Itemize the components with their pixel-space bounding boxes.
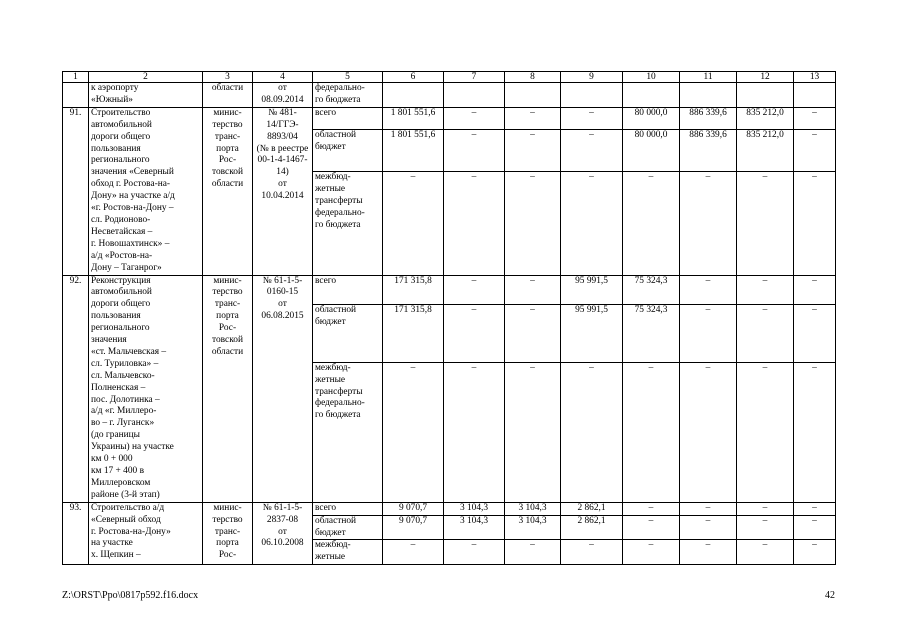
approval-document: № 61-1-5- 2837-08 от 06.10.2008 [253,502,313,565]
funding-source: всего [313,275,383,305]
funding-source: всего [313,107,383,129]
value-cell: – [444,172,505,275]
value-cell: 171 315,8 [383,275,444,305]
value-cell: – [794,129,836,171]
column-header: 8 [505,72,561,83]
funding-source: межбюд- жетные [313,540,383,565]
value-cell: 1 801 551,6 [383,129,444,171]
column-header: 2 [89,72,203,83]
funding-source: областной бюджет [313,515,383,540]
project-number: 92. [63,275,89,502]
value-cell: – [794,275,836,305]
value-cell: – [623,502,680,515]
column-header: 3 [203,72,253,83]
column-header: 13 [794,72,836,83]
responsible-body: минис- терство транс- порта Рос- [203,502,253,565]
column-header: 9 [561,72,623,83]
responsible-body: минис- терство транс- порта Рос- товской области [203,107,253,275]
responsible-body: минис- терство транс- порта Рос- товской области [203,275,253,502]
value-cell: – [444,275,505,305]
value-cell: 886 339,6 [680,129,737,171]
value-cell: – [680,305,737,362]
funding-source: всего [313,502,383,515]
value-cell: 3 104,3 [505,502,561,515]
value-cell: – [505,107,561,129]
column-number-row [63,72,836,83]
funding-source: областной бюджет [313,129,383,171]
page-number: 42 [825,590,835,601]
value-cell: – [737,172,794,275]
value-cell: – [794,107,836,129]
value-cell: – [505,362,561,502]
value-cell: 886 339,6 [680,107,737,129]
value-cell: 75 324,3 [623,275,680,305]
value-cell: – [505,275,561,305]
project-number: 91. [63,107,89,275]
column-header: 4 [253,72,313,83]
column-header: 5 [313,72,383,83]
value-cell: – [444,305,505,362]
budget-table [62,71,836,565]
value-cell: – [794,362,836,502]
column-header: 7 [444,72,505,83]
value-cell: – [794,305,836,362]
column-header: 12 [737,72,794,83]
value-cell: 75 324,3 [623,305,680,362]
value-cell: 9 070,7 [383,502,444,515]
value-cell: – [737,362,794,502]
value-cell: – [623,172,680,275]
value-cell: 3 104,3 [444,502,505,515]
value-cell: 95 991,5 [561,275,623,305]
value-cell: – [505,305,561,362]
value-cell: – [794,502,836,515]
approval-document: № 481- 14/ГГЭ- 8893/04 (№ в реестре 00-1-4-1467- 14) от 10.04.2014 [253,107,313,275]
project-name: Строительство а/д «Северный обход г. Ростова-на-Дону» на участке х. Щепкин – [89,502,203,565]
value-cell: – [444,129,505,171]
value-cell: – [505,129,561,171]
value-cell: – [680,275,737,305]
value-cell: – [444,540,505,565]
value-cell: – [680,502,737,515]
approval-document: от 08.09.2014 [253,83,313,108]
value-cell: – [561,107,623,129]
value-cell: – [383,362,444,502]
value-cell: – [737,502,794,515]
value-cell: – [737,540,794,565]
value-cell: 171 315,8 [383,305,444,362]
funding-source: межбюд- жетные трансферты федерально- го бюджета [313,362,383,502]
value-cell: 2 862,1 [561,502,623,515]
funding-source: областной бюджет [313,305,383,362]
project-number: 93. [63,502,89,565]
value-cell: – [444,362,505,502]
value-cell: – [680,362,737,502]
value-cell: 835 212,0 [737,129,794,171]
value-cell: 9 070,7 [383,515,444,540]
file-path: Z:\ORST\Ppo\0817p592.f16.docx [62,590,199,601]
value-cell: – [737,515,794,540]
value-cell: – [680,172,737,275]
value-cell: – [623,515,680,540]
value-cell: 3 104,3 [444,515,505,540]
value-cell: – [794,515,836,540]
column-header: 1 [63,72,89,83]
column-header: 11 [680,72,737,83]
value-cell: – [383,172,444,275]
project-name: к аэропорту «Южный» [89,83,203,108]
value-cell: – [737,275,794,305]
value-cell: 3 104,3 [505,515,561,540]
value-cell: 835 212,0 [737,107,794,129]
table-row [63,275,836,305]
column-header: 6 [383,72,444,83]
table-row [63,107,836,129]
value-cell: 2 862,1 [561,515,623,540]
table-row [63,502,836,515]
value-cell: – [383,540,444,565]
value-cell: – [505,172,561,275]
approval-document: № 61-1-5- 0160-15 от 06.08.2015 [253,275,313,502]
value-cell: – [561,540,623,565]
value-cell: – [561,129,623,171]
value-cell: 80 000,0 [623,107,680,129]
project-name: Реконструкция автомобильной дороги общего пользования регионального значения «ст. Мальчевская – сл. Туриловка» – сл. Мальчевско- Полненская – пос. Долотинка – а/д «г. Миллеро- во – г. Луганск» (до границы Украины) на участке км 0 + 000 км 17 + 400 в Миллеровском районе (3-й этап) [89,275,203,502]
value-cell: 95 991,5 [561,305,623,362]
column-header: 10 [623,72,680,83]
value-cell: – [444,107,505,129]
value-cell: – [680,515,737,540]
value-cell: – [737,305,794,362]
value-cell: – [561,172,623,275]
value-cell: – [680,540,737,565]
funding-source: межбюд- жетные трансферты федерально- го бюджета [313,172,383,275]
continuation-row [63,83,836,108]
value-cell: – [623,540,680,565]
value-cell: – [794,540,836,565]
value-cell: – [794,172,836,275]
responsible-body: области [203,83,253,108]
value-cell: 1 801 551,6 [383,107,444,129]
funding-source: федерально- го бюджета [313,83,383,108]
value-cell: – [505,540,561,565]
value-cell: – [561,362,623,502]
value-cell: 80 000,0 [623,129,680,171]
value-cell: – [623,362,680,502]
project-name: Строительство автомобильной дороги общего пользования регионального значения «Северный обход г. Ростова-на- Дону» на участке а/д «г. Ростов-на-Дону – сл. Родионово- Несветайская – г. Новошахтинск» – а/д «Ростов-на- Дону – Таганрог» [89,107,203,275]
